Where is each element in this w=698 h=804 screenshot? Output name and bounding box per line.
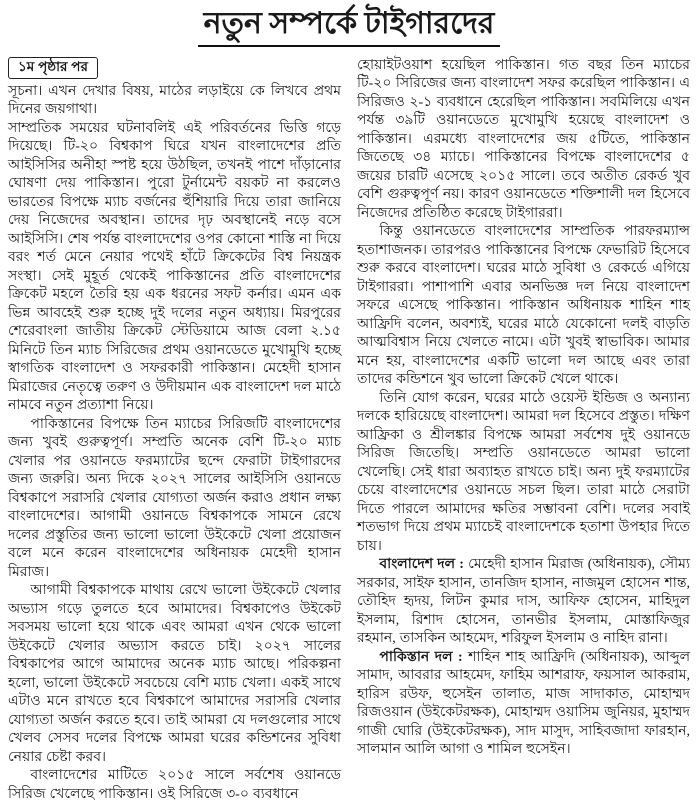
team-label-bangladesh: বাংলাদেশ দল : [379,557,464,572]
continuation-label: ১ম পৃষ্ঠার পর [18,59,88,74]
article-paragraph: কিন্তু ওয়ানডেতে বাংলাদেশের সাম্প্রতিক পারফরম্যান্স হতাশাজনক। তারপরও পাকিস্তানের বিপক্ষে ফেভারিট হিসেবে শুরু করবে বাংলাদেশ। ঘরের মাঠে সুবিধা ও রেকর্ডে এগিয়ে টাইগাররা। পাশাপাশি এবার অনভিজ্ঞ দল নিয়ে বাংলাদেশ সফরে এসেছে পাকিস্তান। পাকিস্তান অধিনায়ক শাহিন শাহ আফ্রিদি বলেন, অবশ্যই, ঘরের মাঠে যেকোনো দলই বাড়তি আত্মবিশ্বাস নিয়ে খেলতে নামে। এটা খুবই স্বাভাবিক। আমার মনে হয়, বাংলাদেশের একটি ভালো দল আছে এবং তারা তাদের কন্ডিশনে খুব ভালো ক্রিকেট খেলে থাকে। [357,223,690,390]
article-paragraph: আগামী বিশ্বকাপকে মাথায় রেখে ভালো উইকেটে খেলার অভ্যাস গড়ে তুলতে হবে আমাদের। বিশ্বকাপেও উইকেট সবসময় ভালো হয়ে থাকে এবং আমরা এখন থেকে ভালো উইকেটে খেলার অভ্যাস করতে চাই। ২০২৭ সালের বিশ্বকাপের আগে আমাদের অনেক ম্যাচ আছে। পরিকল্পনা হলো, ভালো উইকেটে সবচেয়ে বেশি ম্যাচ খেলা। একই সাথে এটাও মনে রাখতে হবে বিশ্বকাপে আমাদের সরাসরি খেলার যোগ্যতা অর্জন করতে হবে। তাই আমরা যে দলগুলোর সাথে খেলব সেসব দলের বিপক্ষে আমরা ঘরের কন্ডিশনের সুবিধা নেয়ার চেষ্টা করব। [8,582,341,767]
article-paragraph: বাংলাদেশের মাটিতে ২০১৫ সালে সর্বশেষ ওয়ানডে সিরিজ খেলেছে পাকিস্তান। ওই সিরিজে ৩-০ ব্যবধানে [8,767,341,804]
article-columns [8,57,690,804]
article-paragraph: তিনি যোগ করেন, ঘরের মাঠে ওয়েস্ট ইন্ডিজ ও অন্যান্য দলকে হারিয়েছে বাংলাদেশ। আমরা দল হিসেবে প্রস্তুত। দক্ষিণ আফ্রিকা ও শ্রীলঙ্কার বিপক্ষে আমরা সর্বশেষ দুই ওয়ানডে সিরিজ জিতেছি। সম্প্রতি ওয়ানডেতে আমরা ভালো খেলেছি। সেই ধারা অব্যাহত রাখতে চাই। অন্য দুই ফরম্যাটের চেয়ে বাংলাদেশের ওয়ানডে সচল ছিল। তারা মাঠে সেরাটা দিতে পারলে আমাদের ক্ষতির সম্ভাবনা বেশি। দলের সবাই শতভাগ দিয়ে প্রথম ম্যাচেই বাংলাদেশকে হতাশা উপহার দিতে চায়। [357,390,690,557]
article-paragraph: পাকিস্তানের বিপক্ষে তিন ম্যাচের সিরিজটি বাংলাদেশের জন্য খুবই গুরুত্বপূর্ণ। সম্প্রতি অনেক বেশি টি-২০ ম্যাচ খেলার পর ওয়ানডে ফরম্যাটের ছন্দে ফেরাটা টাইগারদের জন্য জরুরি। অন্য দিকে ২০২৭ সালের আইসিসি ওয়ানডে বিশ্বকাপে সরাসরি খেলার যোগ্যতা অর্জন করাও প্রধান লক্ষ্য বাংলাদেশের। আগামী ওয়ানডে বিশ্বকাপকে সামনে রেখে দলের প্রস্তুতির জন্য ভালো ভালো উইকেটে খেলা প্রয়োজন বলে মনে করেন বাংলাদেশের অধিনায়ক মেহেদী হাসান মিরাজ। [8,416,341,583]
article-paragraph: সূচনা। এখন দেখার বিষয়, মাঠের লড়াইয়ে কে লিখবে প্রথম দিনের জয়গাথা। [8,83,341,120]
team-players-pakistan: শাহিন শাহ আফ্রিদি (অধিনায়ক), আব্দুল সামাদ, আবরার আহমেদ, ফাহিম আশরাফ, ফয়সাল আকরাম, হারিস রউফ, হুসেইন তালাত, মাজ সাদাকাত, মোহাম্মদ রিজওয়ান (উইকেটরক্ষক), মোহাম্মদ ওয়াসিম জুনিয়র, মুহাম্মদ গাজী ঘোরি (উইকেটরক্ষক), সাদ মাসুদ, সাহিবজাদা ফারহান, সালমান আলি আগা ও শামিল হুসেইন। [357,650,690,758]
continuation-badge [8,57,98,79]
team-label-pakistan: পাকিস্তান দল : [379,650,462,665]
headline-text: নতুন সম্পর্কে টাইগারদের [198,7,501,47]
article-paragraph: সাম্প্রতিক সময়ের ঘটনাবলিই এই পরিবর্তনের ভিত্তি গড়ে দিয়েছে। টি-২০ বিশ্বকাপ ঘিরে যখন বাংলাদেশের প্রতি আইসিসির অনীহা স্পষ্ট হয়ে উঠছিল, তখনই পাশে দাঁড়ানোর ঘোষণা দেয় পাকিস্তান। পুরো টুর্নামেন্ট বয়কট না করলেও ভারতের বিপক্ষে ম্যাচ বর্জনের হুঁশিয়ারি দিয়ে তারা জানিয়ে দেয় নিজেদের অবস্থান। তাদের দৃঢ় অবস্থানেই নড়ে বসে আইসিসি। শেষ পর্যন্ত বাংলাদেশের ওপর কোনো শাস্তি না দিয়ে বরং শর্ত মেনে নেয়ার পথেই হাঁটে ক্রিকেটের বিশ্ব নিয়ন্ত্রক সংস্থা। সেই মুহূর্ত থেকেই পাকিস্তানের প্রতি বাংলাদেশের ক্রিকেট মহলে তৈরি হয় এক ধরনের সফট কর্নার। এমন এক ভিন্ন আবহেই শুরু হচ্ছে দুই দলের নতুন অধ্যায়। মিরপুরের শেরেবাংলা জাতীয় ক্রিকেট স্টেডিয়ামে আজ বেলা ২.১৫ মিনিটে তিন ম্যাচ সিরিজের প্রথম ওয়ানডেতে মুখোমুখি হচ্ছে স্বাগতিক বাংলাদেশ ও সফরকারী পাকিস্তান। মেহেদী হাসান মিরাজের নেতৃত্বে তরুণ ও উদীয়মান এক বাংলাদেশ দল মাঠে নামবে নতুন প্রত্যাশা নিয়ে। [8,120,341,416]
article-paragraph: হোয়াইটওয়াশ হয়েছিল পাকিস্তান। গত বছর তিন ম্যাচের টি-২০ সিরিজের জন্য বাংলাদেশ সফর করেছিল পাকিস্তান। এ সিরিজও ২-১ ব্যবধানে হেরেছিল পাকিস্তান। সবমিলিয়ে এখন পর্যন্ত ৩৯টি ওয়ানডেতে মুখোমুখি হয়েছে বাংলাদেশ ও পাকিস্তান। এরমধ্যে বাংলাদেশের জয় ৫টিতে, পাকিস্তান জিতেছে ৩৪ ম্যাচে। পাকিস্তানের বিপক্ষে বাংলাদেশের ৫ জয়ের চারটি এসেছে ২০১৫ সালে। তবে অতীত রেকর্ড খুব বেশি গুরুত্বপূর্ণ নয়। কারণ ওয়ানডেতে শক্তিশালী দল হিসেবে নিজেদের প্রতিষ্ঠিত করেছে টাইগাররা। [357,57,690,224]
left-column [8,57,341,804]
right-column [357,57,690,760]
team-list-bangladesh [357,556,690,649]
article-headline [8,4,690,47]
team-players-bangladesh: মেহেদী হাসান মিরাজ (অধিনায়ক), সৌম্য সরকার, সাইফ হাসান, তানজিদ হাসান, নাজমুল হোসেন শান্ত, তৌহিদ হৃদয়, লিটন কুমার দাস, আফিফ হোসেন, মাহিদুল ইসলাম, রিশাদ হোসেন, তানভীর ইসলাম, মোস্তাফিজুর রহমান, তাসকিন আহমেদ, শরিফুল ইসলাম ও নাহিদ রানা। [357,557,690,646]
team-list-pakistan [357,649,690,760]
